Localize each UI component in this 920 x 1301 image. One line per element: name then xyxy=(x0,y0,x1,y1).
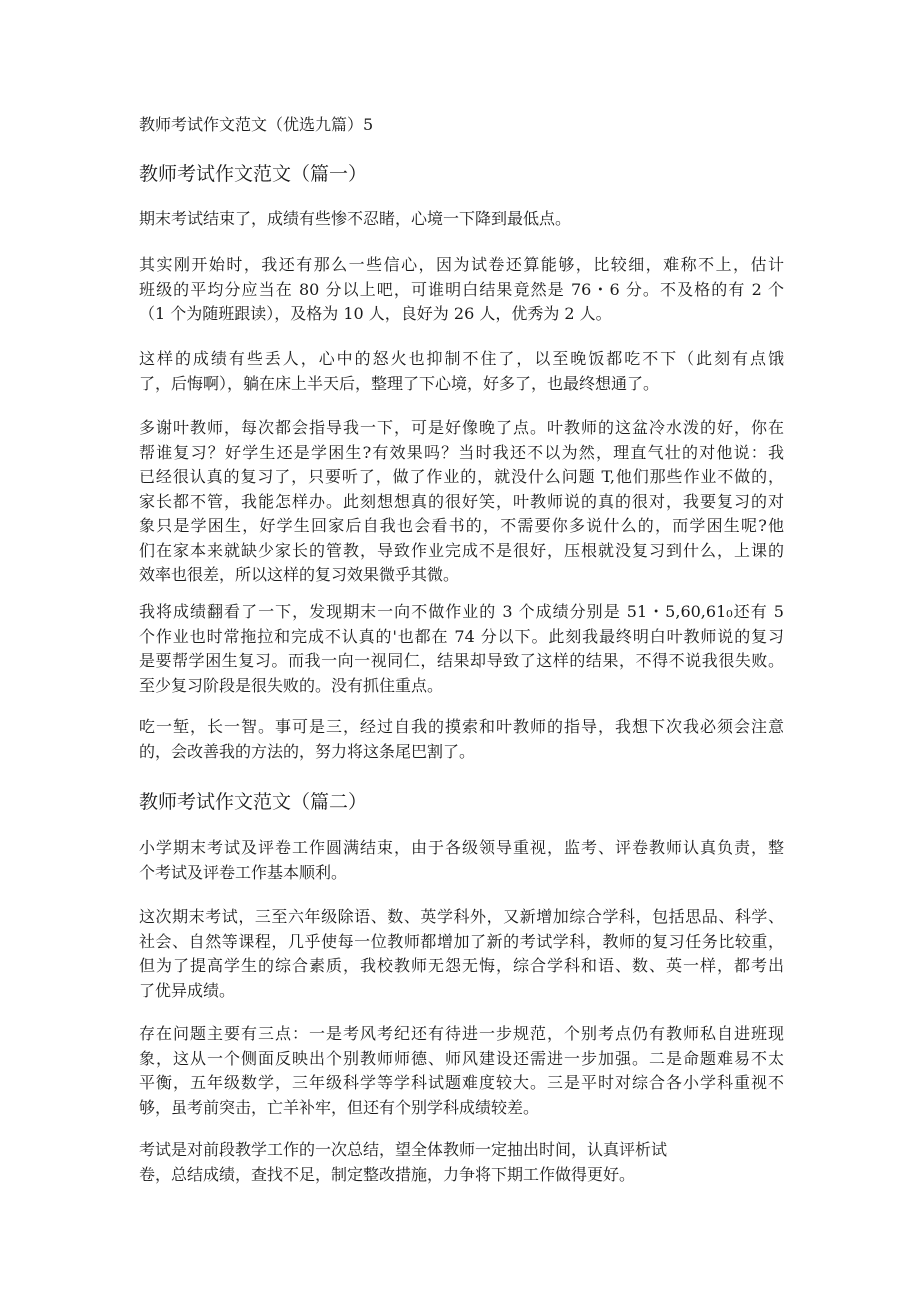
paragraph-line: 存在问题主要有三点：一是考风考纪还有待进一步规范，个别考点仍有教师私自进班现 xyxy=(139,1024,784,1043)
paragraph xyxy=(139,905,784,1003)
paragraph-line: 效率也很差，所以这样的复习效果微乎其微。 xyxy=(139,565,460,584)
paragraph-line: （1 个为随班跟读），及格为 10 人，良好为 26 人，优秀为 2 人。 xyxy=(139,304,612,323)
paragraph xyxy=(139,836,784,885)
paragraph-line: 吃一堑，长一智。事可是三，经过自我的摸索和叶教师的指导，我想下次我必须会注意 xyxy=(139,717,784,736)
paragraph-line: 的，会改善我的方法的，努力将这条尾巴割了。 xyxy=(139,741,476,761)
paragraph-line: 们在家本来就缺少家长的管教，导致作业完成不是很好，压根就没复习到什么，上课的 xyxy=(139,540,784,560)
paragraph xyxy=(139,207,784,232)
paragraph-line: 期末考试结束了，成绩有些惨不忍睹，心境一下降到最低点。 xyxy=(139,209,572,228)
paragraph-line: 了，后悔啊），躺在床上半天后，整理了下心境，好多了，也最终想通了。 xyxy=(139,373,660,393)
paragraph-line: 已经很认真的复习了，只要听了，做了作业的，就没什么问题 T,他们那些作业不做的， xyxy=(139,467,784,486)
paragraph-line: 帮谁复习？好学生还是学困生?有效果吗？当时我还不以为然，理直气壮的对他说：我 xyxy=(139,442,784,462)
paragraph-line: 够，虽考前突击，亡羊补牢，但还有个别学科成绩较差。 xyxy=(139,1097,540,1117)
section-heading-1: 教师考试作文范文（篇一） xyxy=(139,163,368,185)
paragraph xyxy=(139,253,784,327)
paragraph xyxy=(139,416,784,588)
paragraph-line: 象，这从一个侧面反映出个别教师师德、师风建设还需进一步加强。二是命题难易不太 xyxy=(139,1048,784,1068)
paragraph-line: 个考试及评卷工作基本顺利。 xyxy=(139,862,348,882)
paragraph-line: 家长都不管，我能怎样办。此刻想想真的很好笑，叶教师说的真的很对，我要复习的对 xyxy=(139,491,784,511)
paragraph-line: 象只是学困生，好学生回家后自我也会看书的，不需要你多说什么的，而学困生呢?他 xyxy=(139,516,784,535)
paragraph xyxy=(139,1138,784,1187)
paragraph xyxy=(139,715,784,764)
paragraph-line: 考试是对前段教学工作的一次总结，望全体教师一定抽出时间，认真评析试 xyxy=(139,1140,668,1159)
paragraph-line: 卷，总结成绩，查找不足，制定整改措施，力争将下期工作做得更好。 xyxy=(139,1164,636,1184)
paragraph-line: 至少复习阶段是很失败的。没有抓住重点。 xyxy=(139,675,444,695)
paragraph xyxy=(139,347,784,396)
paragraph xyxy=(139,600,784,698)
paragraph-line: 多谢叶教师，每次都会指导我一下，可是好像晚了点。叶教师的这盆冷水泼的好，你在 xyxy=(139,418,784,437)
paragraph-line: 我将成绩翻看了一下，发现期末一向不做作业的 3 个成绩分别是 51・5,60,61₀还有 5 xyxy=(139,602,784,621)
paragraph-line: 这次期末考试，三至六年级除语、数、英学科外，又新增加综合学科，包括思品、科学、 xyxy=(139,907,784,926)
paragraph-line: 了优异成绩。 xyxy=(139,980,236,1000)
paragraph-line: 是要帮学困生复习。而我一向一视同仁，结果却导致了这样的结果，不得不说我很失败。 xyxy=(139,651,784,670)
paragraph-line: 但为了提高学生的综合素质，我校教师无怨无悔，综合学科和语、数、英一样，都考出 xyxy=(139,956,784,975)
paragraph-line: 小学期末考试及评卷工作圆满结束，由于各级领导重视，监考、评卷教师认真负责，整 xyxy=(139,838,784,857)
paragraph-line: 社会、自然等课程，几乎使每一位教师都增加了新的考试学科，教师的复习任务比较重， xyxy=(139,931,784,951)
document-title: 教师考试作文范文（优选九篇）5 xyxy=(139,115,374,134)
section-heading-2: 教师考试作文范文（篇二） xyxy=(139,791,368,813)
paragraph-line: 这样的成绩有些丢人，心中的怒火也抑制不住了，以至晚饭都吃不下（此刻有点饿 xyxy=(139,349,784,368)
paragraph-line: 平衡，五年级数学，三年级科学等学科试题难度较大。三是平时对综合各小学科重视不 xyxy=(139,1073,784,1092)
paragraph-line: 班级的平均分应当在 80 分以上吧，可谁明白结果竟然是 76・6 分。不及格的有 2 个 xyxy=(139,279,784,299)
paragraph-line: 其实刚开始时，我还有那么一些信心，因为试卷还算能够，比较细，难称不上，估计 xyxy=(139,255,784,274)
paragraph xyxy=(139,1022,784,1120)
paragraph-line: 个作业也时常拖拉和完成不认真的'也都在 74 分以下。此刻我最终明白叶教师说的复习 xyxy=(139,626,784,646)
